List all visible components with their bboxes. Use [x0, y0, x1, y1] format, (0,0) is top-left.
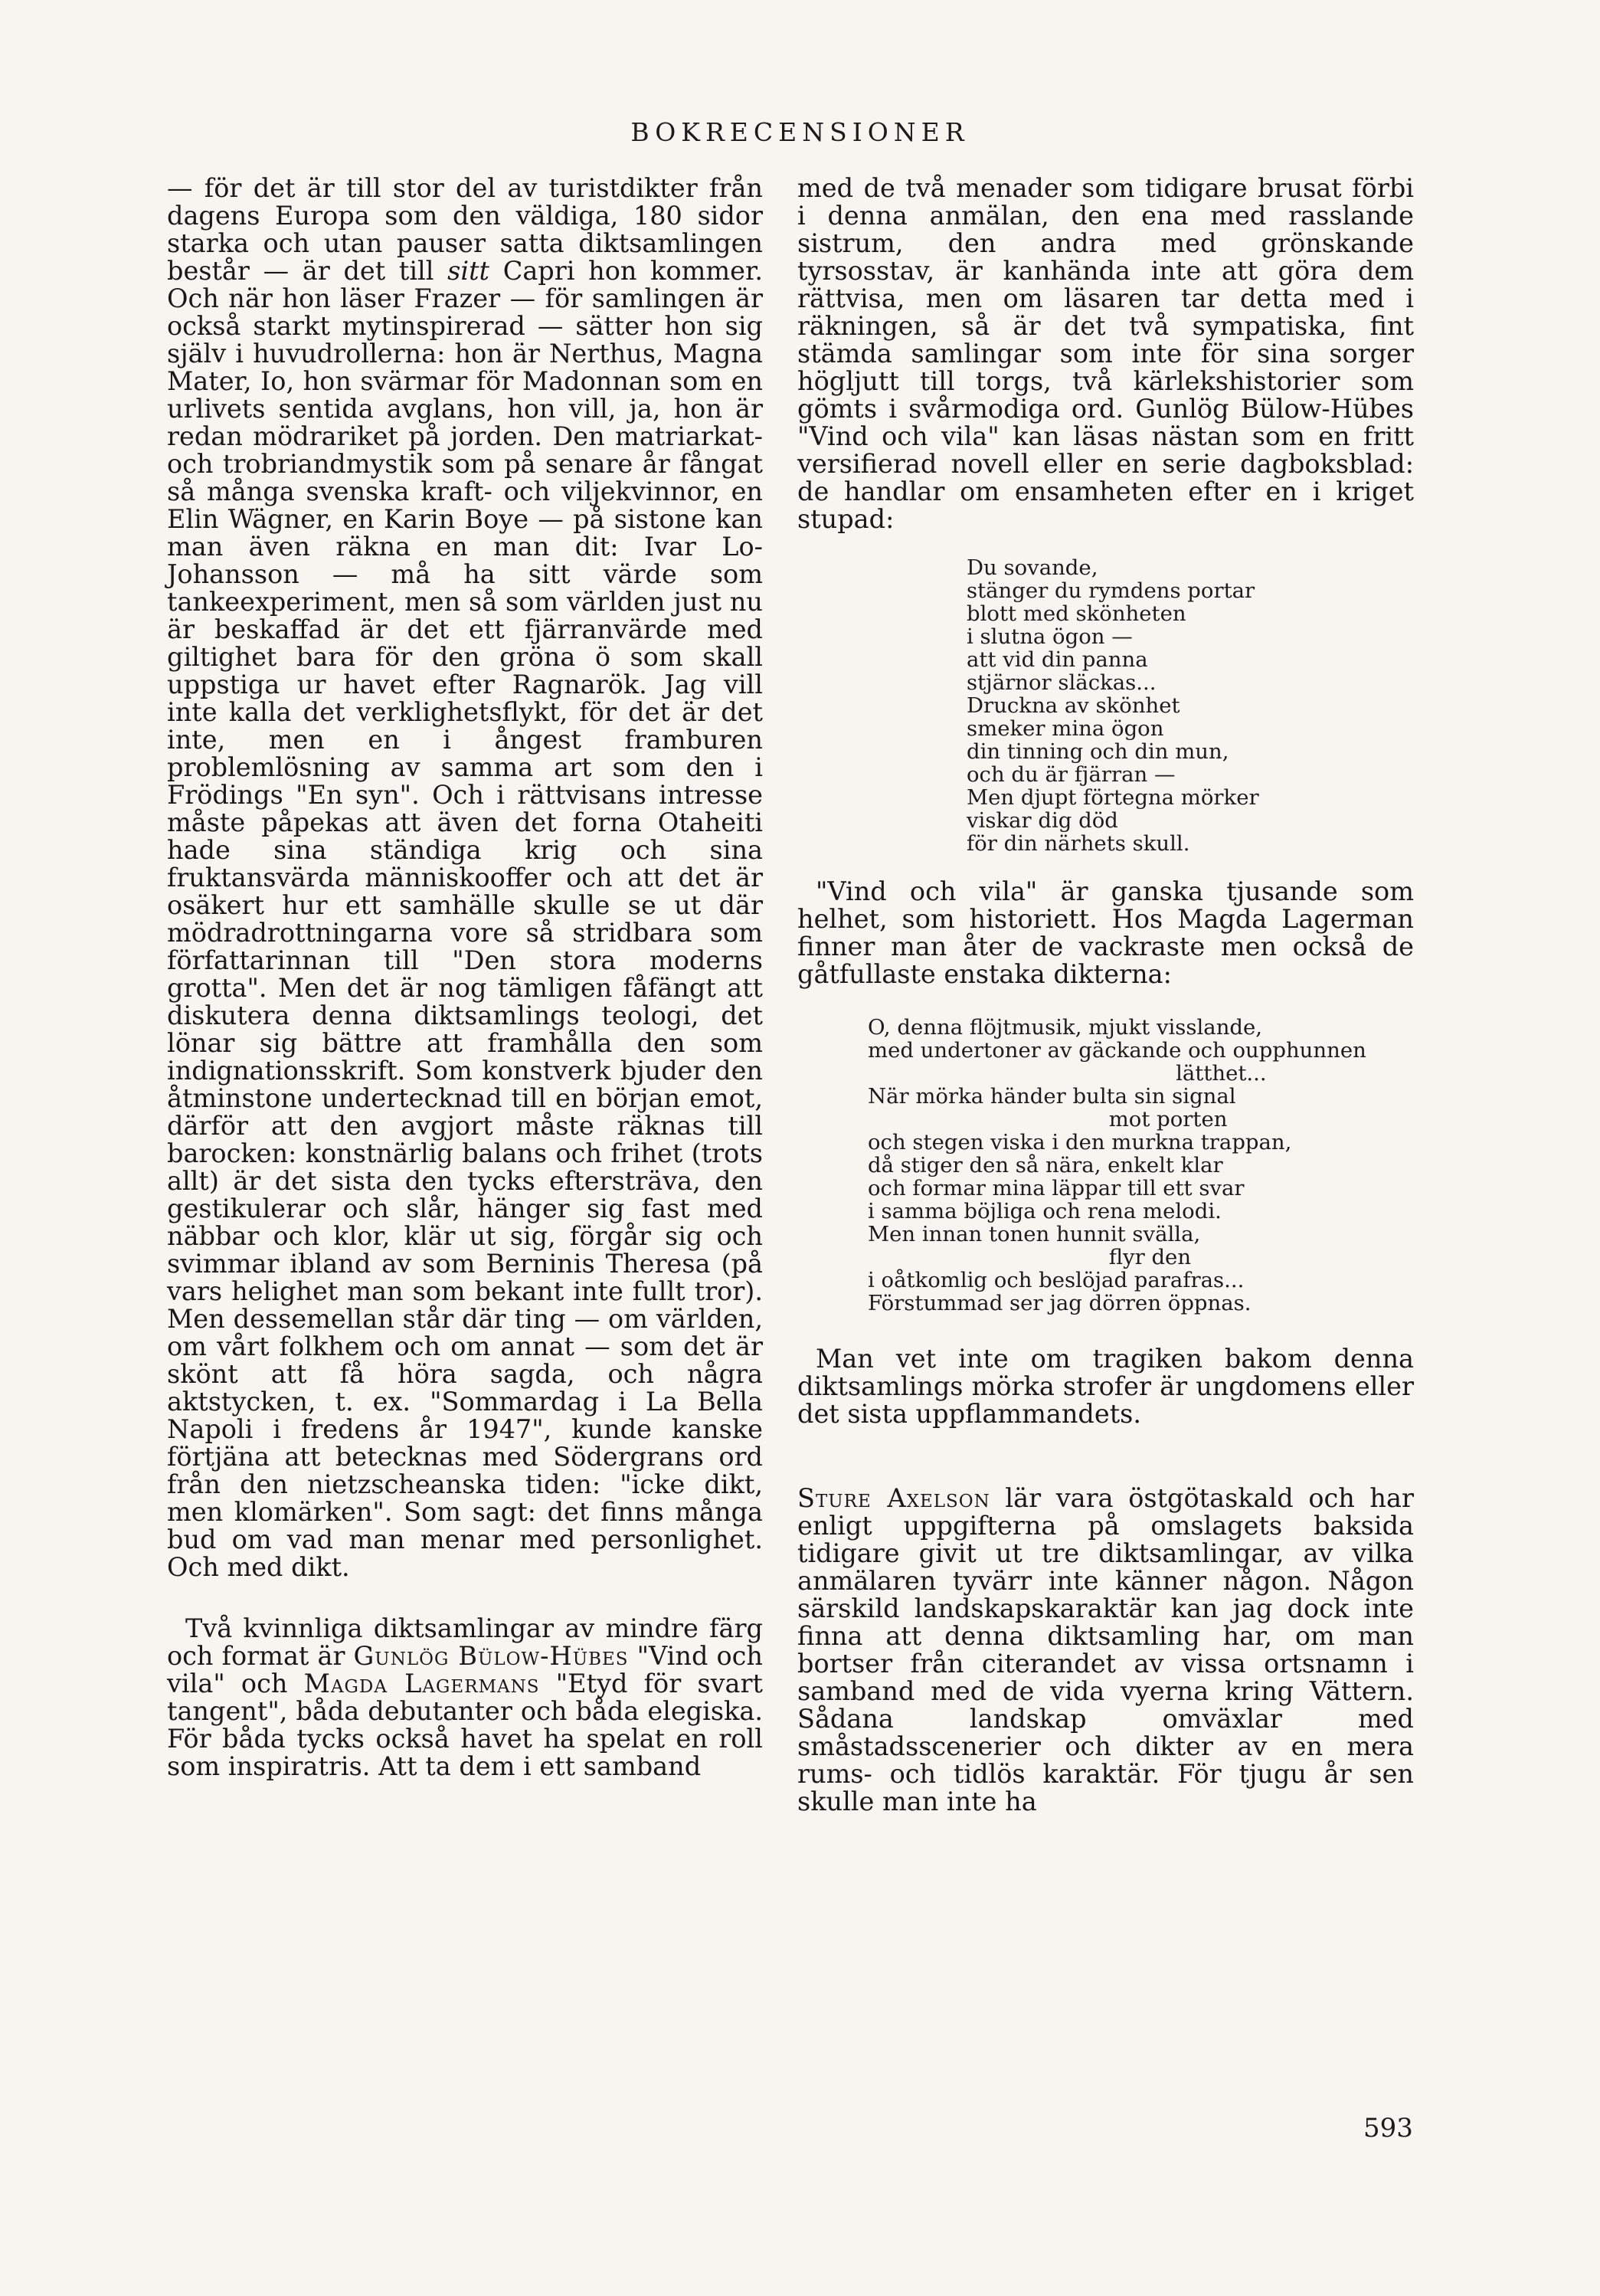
left-paragraph-2: [167, 1615, 763, 1780]
author-name-lagerman: Magda Lagermans: [303, 1669, 540, 1698]
left-paragraph-2-text-c: "Etyd för svart tangent", båda debutanter och båda elegiska. För båda tycks också havet ha spelat en roll som inspiratris. Att ta dem i ett samband: [167, 1669, 763, 1781]
right-paragraph-4: [797, 1485, 1414, 1816]
right-paragraph-1: med de två menader som tidigare brusat förbi i denna anmälan, den ena med rasslande sistrum, den andra med grönskande tyrsosstav, är kanhända inte att göra dem rättvisa, men om läsaren tar detta med i räkningen, så är det två sympatiska, fint stämda samlingar som inte för sina sorger högljutt till torgs, två kärlekshistorier som gömts i svårmodiga ord. Gunlög Bülow-Hübes "Vind och vila" kan läsas nästan som en fritt versifierad novell eller en serie dagboksblad: de handlar om ensamheten efter en i kriget stupad:: [797, 173, 1414, 534]
right-column: [797, 175, 1414, 1816]
left-paragraph-2-text-b: "Vind och vila" och: [167, 1641, 763, 1698]
poem-quote-etyd: O, denna flöjtmusik, mjukt visslande, med undertoner av gäckande och oupphunnen lätthet... När mörka händer bulta sin signal mot porten och stegen viska i den murkna trappan, då stiger den så nära, enkelt klar och formar mina läppar till ett svar i samma böjliga och rena melodi. Men innan tonen hunnit svälla, flyr den i oåtkomlig och beslöjad parafras... Förstummad ser jag dörren öppnas.: [868, 1015, 1366, 1315]
author-name-bulow-hube: Gunlög Bülow-Hübes: [353, 1641, 629, 1671]
running-header: BOKRECENSIONER: [630, 117, 970, 147]
left-column: [167, 175, 763, 1780]
left-paragraph-1-text-a: — för det är till stor del av turistdikter från dagens Europa som den väldiga, 180 sidor starka och utan pauser satta diktsamlingen består — är det till: [167, 173, 763, 286]
italic-word: sitt: [447, 256, 490, 286]
left-paragraph-2-text-a: Två kvinnliga diktsamlingar av mindre färg och format är: [167, 1613, 763, 1671]
right-paragraph-4-text: lär vara östgötaskald och har enligt uppgifterna på omslagets baksida tidigare givit ut tre diktsamlingar, av vilka anmälaren tyvärr inte känner någon. Någon särskild landskapskaraktär kan jag dock inte finna att denna diktsamling har, om man bortser från citerandet av vissa ortsnamn i samband med de vida vyerna kring Vättern. Sådana landskap omväxlar med småstadsscenerier och dikter av en mera rums- och tidlös karaktär. För tjugu år sen skulle man inte ha: [797, 1483, 1414, 1816]
left-paragraph-1: [167, 175, 763, 1581]
right-paragraph-3: Man vet inte om tragiken bakom denna diktsamlings mörka strofer är ungdomens eller det sista uppflammandets.: [797, 1344, 1414, 1429]
poem-quote-vind-och-vila: Du sovande, stänger du rymdens portar blott med skönheten i slutna ögon — att vid din panna stjärnor släckas... Druckna av skönhet smeker mina ögon din tinning och din mun, och du är fjärran — Men djupt förtegna mörker viskar dig död för din närhets skull.: [967, 555, 1259, 856]
page-number: 593: [1363, 2113, 1413, 2144]
left-paragraph-1-text-b: Capri hon kommer. Och när hon läser Frazer — för samlingen är också starkt mytinspirerad — sätter hon sig själv i huvudrollerna: hon är Nerthus, Magna Mater, Io, hon svärmar för Madonnan som en urlivets sentida avglans, hon vill, ja, hon är redan mödrariket på jorden. Den matriarkat- och trobriandmystik som på senare år fångat så många svenska kraft- och viljekvinnor, en Elin Wägner, en Karin Boye — på sistone kan man även räkna en man dit: Ivar Lo-Johansson — må ha sitt värde som tankeexperiment, men så som världen just nu är beskaffad är det ett fjärranvärde med giltighet bara för den gröna ö som skall uppstiga ur havet efter Ragnarök. Jag vill inte kalla det verklighetsflykt, för det är det inte, men en i ångest framburen problemlösning av samma art som den i Frödings "En syn". Och i rättvisans intresse måste påpekas att även det forna Otaheiti hade sina ständiga krig och sina fruktansvärda människooffer och att det är osäkert hur ett samhälle skulle se ut där mödradrottningarna vore så stridbara som författarinnan till "Den stora moderns grotta". Men det är nog tämligen fåfängt att diskutera denna diktsamlings teologi, det lönar sig bättre att framhålla den som indignationsskrift. Som konstverk bjuder den åtminstone undertecknad till en början emot, därför att den avgjort måste räknas till barocken: konstnärlig balans och frihet (trots allt) är det sista den tycks eftersträva, den gestikulerar och slår, hänger sig fast med näbbar och klor, klär ut sig, förgår sig och svimmar ibland av som Berninis Theresa (på vars helighet man som bekant inte fullt tror). Men dessemellan står där ting — om världen, om vårt folkhem och om annat — som det är skönt att få höra sagda, och några aktstycken, t. ex. "Sommardag i La Bella Napoli i fredens år 1947", kunde kanske förtjäna att betecknas med Södergrans ord från den nietzscheanska tiden: "icke dikt, men klomärken". Som sagt: det finns många bud om vad man menar med personlighet. Och med dikt.: [167, 256, 763, 1582]
author-name-axelson: Sture Axelson: [797, 1483, 990, 1513]
right-paragraph-2: "Vind och vila" är ganska tjusande som helhet, som historiett. Hos Magda Lagerman finner man åter de vackraste men också de gåtfullaste enstaka dikterna:: [797, 876, 1414, 989]
